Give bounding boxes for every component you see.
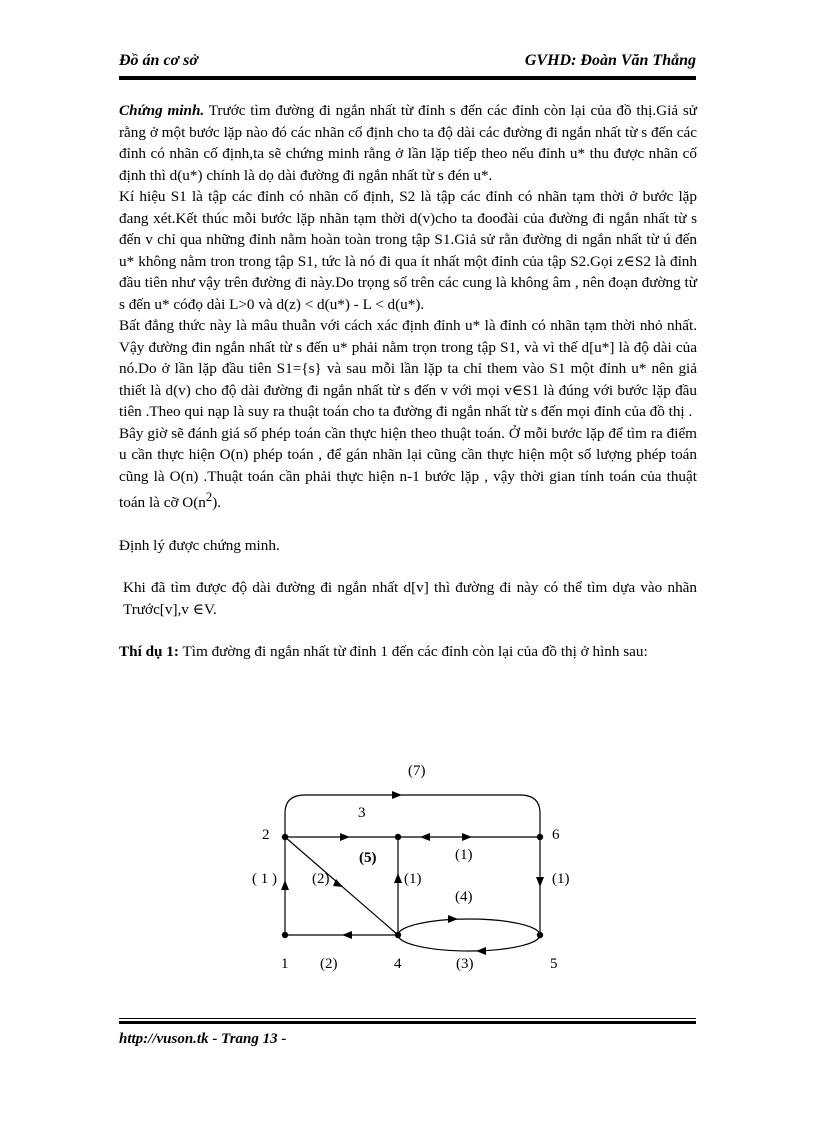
page-footer: http://vuson.tk - Trang 13 - bbox=[119, 1031, 287, 1047]
weight-4-5: (4) bbox=[455, 889, 473, 905]
node-label-5: 5 bbox=[550, 956, 558, 972]
footer-rule bbox=[119, 1018, 696, 1024]
proof-paragraph-2: Kí hiệu S1 là tập các đỉnh có nhãn cố định, S2 là tập các đỉnh có nhãn tạm thời ở bước lặp đang xét.Kết thúc mỗi bước lặp nhãn tạm thời d(v)cho ta đoođài của đường đi ngắn nhất từ s đến v chỉ qua những đỉnh nằm hoàn toàn trong tập S1.Giả sử rằn đường di ngắn nhất từ ú đến u* không nằm tron trong tập S1, tức là nó đi qua ít nhất một đỉnh của tập S2.Gọi z∈S2 là đỉnh đầu tiên như vậy trên đường đi này.Do trọng số trên các cung là không âm , nên đoạn đường từ s đến u* cóđọ dài L>0 và d(z) < d(u*) - L < d(u*). bbox=[119, 188, 697, 313]
graph-figure bbox=[240, 755, 600, 985]
arrow-4-mid bbox=[394, 873, 402, 883]
edge-4-5-loop bbox=[398, 919, 540, 951]
weight-1-2: ( 1 ) bbox=[252, 871, 277, 887]
node-label-6: 6 bbox=[552, 827, 560, 843]
weight-2-mid: 3 bbox=[358, 805, 366, 821]
node-1 bbox=[282, 932, 288, 938]
example-paragraph bbox=[119, 641, 697, 663]
proof-lead: Chứng minh. bbox=[119, 102, 205, 119]
proof-paragraph-3: Bất đẳng thức này là mâu thuẫn với cách xác định đỉnh u* là đỉnh có nhãn tạm thời nhỏ nhất. Vậy đường đin ngắn nhất từ s đến u* phải nằm trọn trong tập S1, và vì thế d[u*] là độ dài của nó.Do ở lần lặp đầu tiên S1={s} và sau mỗi lần lặp ta chỉ them vào S1 một đỉnh u* nên giả thiết là d(v) cho độ dài đường đi ngắn nhất từ s đến v với mọi v∈S1 là đúng với bước lặp đầu tiên .Theo qui nạp là suy ra thuật toán cho ta đường đi ngắn nhất từ s đến mọi đỉnh của đồ thị . bbox=[119, 317, 697, 420]
header-rule bbox=[119, 76, 696, 80]
arrow-5-4-bottom bbox=[476, 947, 486, 955]
example-lead: Thí dụ 1: bbox=[119, 643, 179, 661]
proof-paragraph-1 bbox=[119, 100, 697, 186]
theorem-proved: Định lý được chứng minh. bbox=[119, 536, 280, 554]
path-note: Khi đã tìm được độ dài đường đi ngắn nhất d[v] thì đường đi này có thể tìm dựa vào nhãn Trước[v],v ∈V. bbox=[123, 579, 697, 618]
node-4 bbox=[395, 932, 401, 938]
document-body bbox=[119, 100, 697, 663]
weight-mid-6: (1) bbox=[455, 847, 473, 863]
node-label-1: 1 bbox=[281, 956, 289, 972]
header-title: Đồ án cơ sở bbox=[119, 52, 198, 69]
arrow-mid-6 bbox=[462, 833, 472, 841]
proof-text-1: Trước tìm đường đi ngắn nhất từ đỉnh s đến các đỉnh còn lại của đồ thị.Giả sử rằng ở một bước lặp nào đó các nhãn cố định cho ta độ dài các đường đi ngắn nhất từ s đến các đỉnh có nhãn cố định,ta sẽ chứng minh rằng ở lần lặp tiếp theo nếu đỉnh u* thu được nhãn cố định thì d(u*) chính là dọ dài đường đi ngắn nhất từ s đén u*. bbox=[119, 102, 697, 184]
node-6 bbox=[537, 834, 543, 840]
arrow-2-mid bbox=[340, 833, 350, 841]
page-header bbox=[119, 50, 696, 76]
weight-5-4: (3) bbox=[456, 956, 474, 972]
weight-center: (5) bbox=[359, 850, 377, 866]
weight-2-6: (7) bbox=[408, 763, 426, 779]
arrow-2-6 bbox=[392, 791, 402, 799]
complexity-text: Bây giờ sẽ đánh giá số phép toán cần thực hiện theo thuật toán. Ở mỗi bước lặp để tìm ra điểm u cần thực hiện O(n) phép toán , để gán nhãn lại cũng cần thực hiện một số lượng phép toán cũng là O(n) .Thuật toán cần phải thực hiện n-1 bước lặp , vậy thời gian tính toán của thuật toán là cỡ O(n bbox=[119, 424, 697, 512]
node-label-2: 2 bbox=[262, 827, 270, 843]
arrow-1-2 bbox=[281, 880, 289, 890]
example-text: Tìm đường đi ngắn nhất từ đỉnh 1 đến các đỉnh còn lại của đồ thị ở hình sau: bbox=[178, 643, 648, 661]
node-5 bbox=[537, 932, 543, 938]
weight-2-4: (2) bbox=[312, 871, 330, 887]
arrow-4-1 bbox=[342, 931, 352, 939]
weight-4-mid: (1) bbox=[404, 871, 422, 887]
complexity-paragraph bbox=[119, 423, 697, 514]
complexity-end: ). bbox=[212, 494, 222, 512]
arrow-6-5 bbox=[536, 877, 544, 887]
node-mid bbox=[395, 834, 401, 840]
node-label-4: 4 bbox=[394, 956, 402, 972]
edge-2-6-arc bbox=[285, 795, 540, 837]
weight-6-5: (1) bbox=[552, 871, 570, 887]
node-2 bbox=[282, 834, 288, 840]
header-supervisor: GVHD: Đoàn Văn Thắng bbox=[524, 52, 696, 69]
arrow-4-5-top bbox=[448, 915, 458, 923]
complexity-exponent: 2 bbox=[205, 490, 213, 504]
weight-4-1: (2) bbox=[320, 956, 338, 972]
arrow-6-mid bbox=[420, 833, 430, 841]
